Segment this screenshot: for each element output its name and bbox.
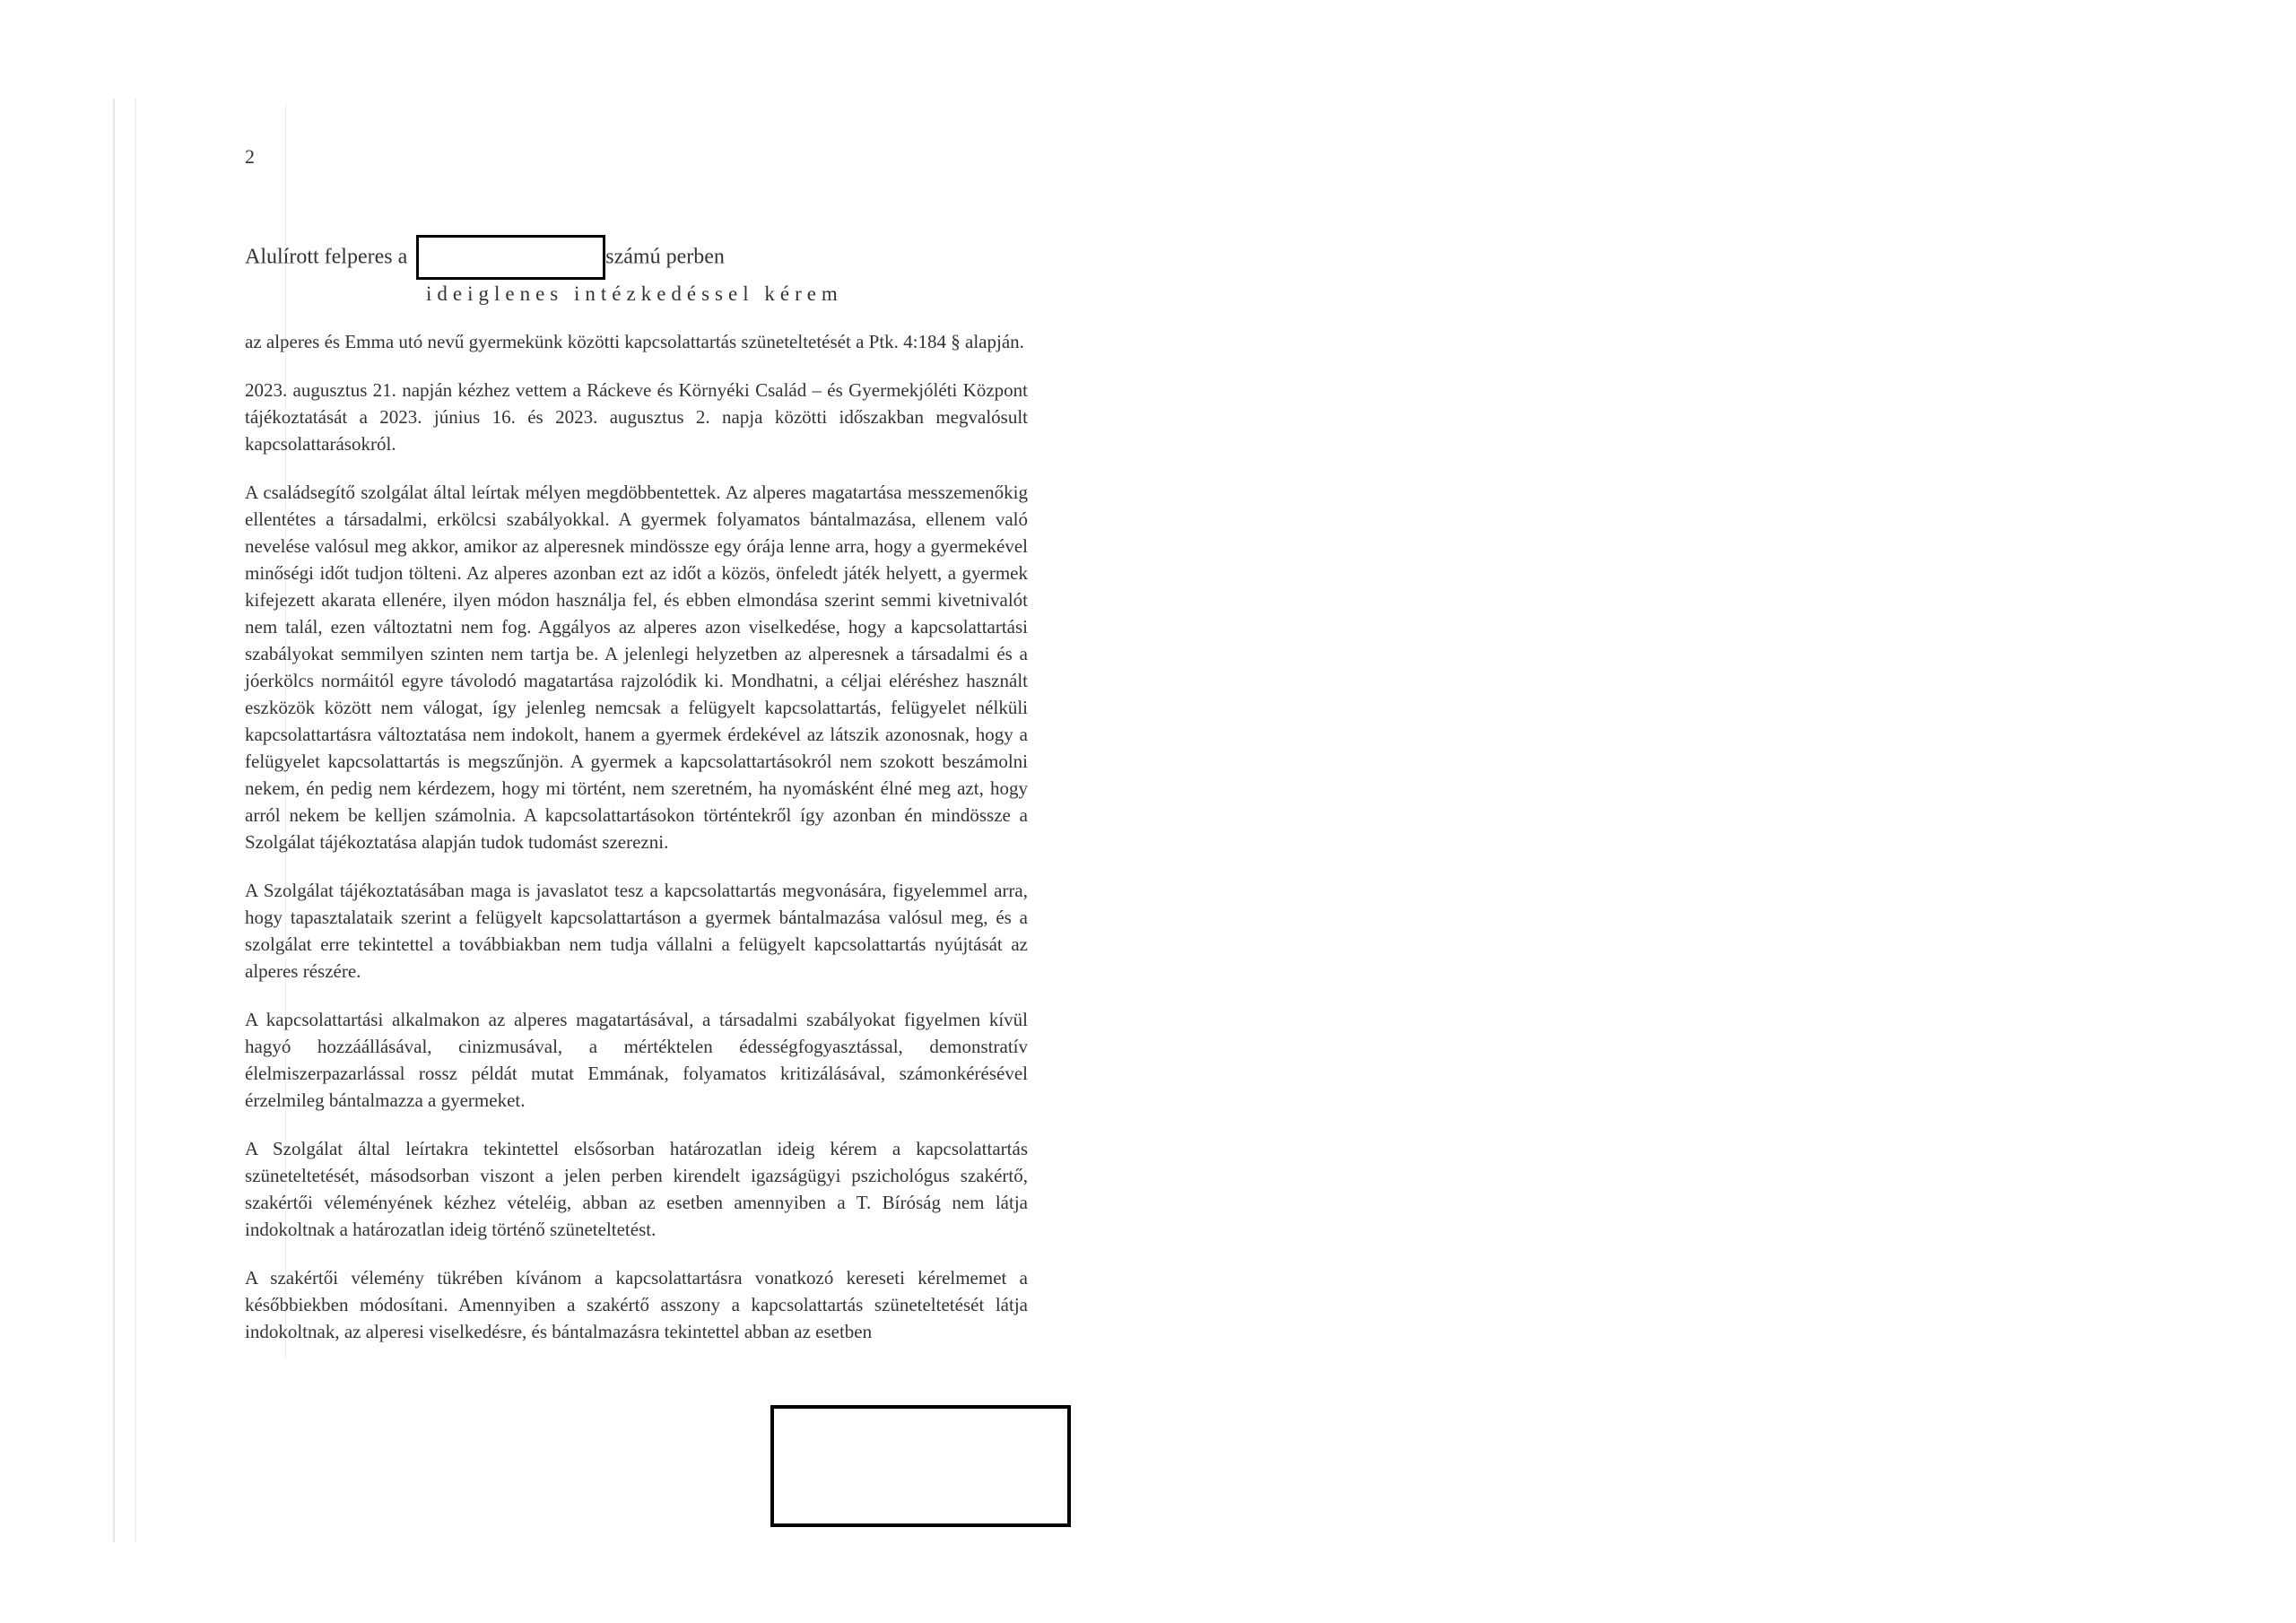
intro-line xyxy=(245,235,725,280)
paragraph: az alperes és Emma utó nevű gyermekünk közötti kapcsolattartás szüneteltetését a Ptk. 4:184 § alapján. xyxy=(245,331,1024,352)
paragraph: A kapcsolattartási alkalmakon az alperes magatartásával, a társadalmi szabályokat figyelmen kívül hagyó hozzáállásával, cinizmusával, a mértéktelen édességfogyasztással, demonstratív élelmiszerpazarlással rossz példát mutat Emmának, folyamatos kritizálásával, számonkérésével érzelmileg bántalmazza a gyermeket. xyxy=(245,1009,1028,1111)
paragraph: 2023. augusztus 21. napján kézhez vettem a Ráckeve és Környéki Család – és Gyermekjóléti Központ tájékoztatását a 2023. június 16. és 2023. augusztus 2. napja közötti időszakban megvalósult kapcsolattarásokról. xyxy=(245,379,1028,455)
scan-edge-line xyxy=(113,99,115,1542)
redacted-block xyxy=(770,1405,1071,1527)
paragraph: A családsegítő szolgálat által leírtak mélyen megdöbbentettek. Az alperes magatartása messzemenőkig ellentétes a társadalmi, erkölcsi szabályokkal. A gyermek folyamatos bántalmazása, ellenem való nevelése valósul meg akkor, amikor az alperesnek mindössze egy órája lenne arra, hogy a gyermekével minőségi időt tudjon tölteni. Az alperes azonban ezt az időt a közös, önfeledt játék helyett, a gyermek kifejezett akarata ellenére, ilyen módon használja fel, és ebben elmondása szerint semmi kivetnivalót nem talál, ezen változtatni nem fog. Aggályos az alperes azon viselkedése, hogy a kapcsolattartási szabályokat semmilyen szinten nem tartja be. A jelenlegi helyzetben az alperesnek a társadalmi és a jóerkölcs normáitól egyre távolodó magatartása rajzolódik ki. Mondhatni, a céljai eléréshez használt eszközök között nem válogat, így jelenleg nemcsak a felügyelt kapcsolattartás, felügyelet nélküli kapcsolattartásra változtatása nem indokolt, hanem a gyermek érdekével az látszik azonosnak, hogy a felügyelet kapcsolattartás is megszűnjön. A gyermek a kapcsolattartásokról nem szokott beszámolni nekem, én pedig nem kérdezem, hogy mi történt, nem szeretném, ha nyomásként élné meg azt, hogy arról nekem be kelljen számolnia. A kapcsolattartásokon történtekről így azonban én mindössze a Szolgálat tájékoztatása alapján tudok tudomást szerezni. xyxy=(245,482,1028,853)
document-body xyxy=(245,328,1028,1345)
intro-suffix: számú perben xyxy=(605,245,725,269)
redacted-case-number xyxy=(416,235,605,280)
paragraph: A szakértői vélemény tükrében kívánom a kapcsolattartásra vonatkozó kereseti kérelmemet a későbbiekben módosítani. Amennyiben a szakértő asszony a kapcsolattartás szüneteltetését látja indokoltnak, az alperesi viselkedésre, és bántalmazásra tekintettel abban az esetben xyxy=(245,1267,1028,1342)
paragraph: A Szolgálat tájékoztatásában maga is javaslatot tesz a kapcsolattartás megvonására, figyelemmel arra, hogy tapasztalataik szerint a felügyelt kapcsolattartáson a gyermek bántalmazása valósul meg, és a szolgálat erre tekintettel a továbbiakban nem tudja vállalni a felügyelt kapcsolattartás nyújtását az alperes részére. xyxy=(245,880,1028,982)
paragraph: A Szolgálat által leírtakra tekintettel elsősorban határozatlan ideig kérem a kapcsolattartás szüneteltetését, másodsorban viszont a jelen perben kirendelt igazságügyi pszichológus szakértő, szakértői véleményének kézhez vételéig, abban az esetben amennyiben a T. Bíróság nem látja indokoltnak a határozatlan ideig történő szüneteltetést. xyxy=(245,1138,1028,1240)
page-number: 2 xyxy=(245,145,255,168)
scan-edge-line xyxy=(135,99,136,1542)
request-heading: ideiglenes intézkedéssel kérem xyxy=(426,282,843,305)
intro-prefix: Alulírott felperes a xyxy=(245,245,408,269)
